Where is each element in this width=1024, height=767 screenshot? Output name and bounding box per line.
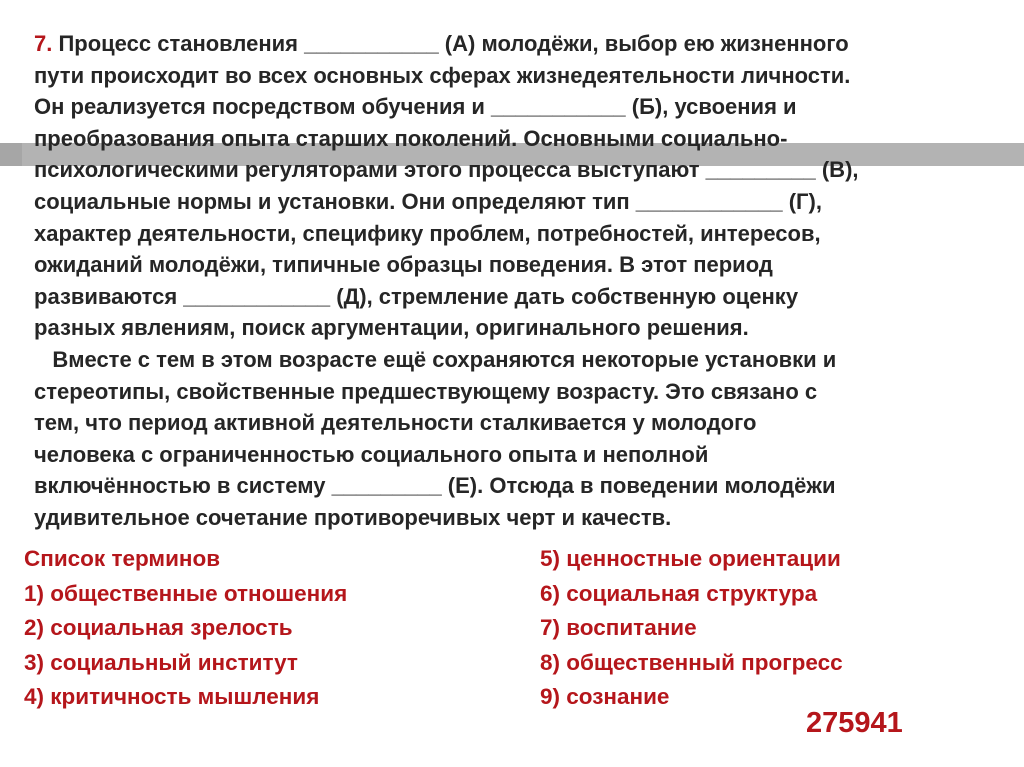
term-item: 6) социальная структура	[540, 580, 818, 606]
decorative-band-accent	[0, 143, 22, 166]
term-item: 1) общественные отношения	[24, 580, 348, 606]
task-line: психологическими регуляторами этого процесса выступают _________ (В),	[34, 157, 859, 183]
task-line: характер деятельности, специфику проблем, потребностей, интересов,	[34, 220, 821, 246]
task-line: преобразования опыта старших поколений. Основными социально-	[34, 125, 788, 151]
task-line: Он реализуется посредством обучения и ___________ (Б), усвоения и	[34, 94, 797, 120]
task-line-1	[34, 28, 994, 60]
task-line-text: Процесс становления ___________ (А) молодёжи, выбор ею жизненного	[52, 31, 849, 56]
terms-list-right	[540, 542, 843, 715]
term-item: 4) критичность мышления	[24, 684, 320, 710]
term-item: 2) социальная зрелость	[24, 615, 293, 641]
task-line: включённостью в систему _________ (Е). Отсюда в поведении молодёжи	[34, 473, 836, 499]
task-line: удивительное сочетание противоречивых черт и качеств.	[34, 504, 672, 530]
term-item: 3) социальный институт	[24, 649, 298, 675]
term-item: 5) ценностные ориентации	[540, 546, 841, 571]
task-line: разных явлениям, поиск аргументации, оригинального решения.	[34, 315, 749, 341]
answer-code: 275941	[806, 707, 903, 739]
task-line: ожиданий молодёжи, типичные образцы поведения. В этот период	[34, 252, 773, 278]
task-line: Вместе с тем в этом возрасте ещё сохраняются некоторые установки и	[34, 346, 837, 372]
task-text	[34, 28, 994, 534]
task-number: 7.	[34, 31, 53, 56]
task-line: стереотипы, свойственные предшествующему возрасту. Это связано с	[34, 378, 818, 404]
terms-heading: Список терминов	[24, 546, 221, 571]
task-line: пути происходит во всех основных сферах жизнедеятельности личности.	[34, 62, 851, 88]
task-line: человека с ограниченностью социального опыта и неполной	[34, 441, 709, 467]
term-item: 7) воспитание	[540, 615, 697, 641]
task-line: социальные нормы и установки. Они определяют тип ____________ (Г),	[34, 188, 822, 214]
task-line: развиваются ____________ (Д), стремление дать собственную оценку	[34, 283, 799, 309]
term-item: 8) общественный прогресс	[540, 649, 843, 675]
term-item: 9) сознание	[540, 684, 670, 710]
terms-list-left	[24, 542, 347, 715]
task-line: тем, что период активной деятельности сталкивается у молодого	[34, 410, 757, 436]
